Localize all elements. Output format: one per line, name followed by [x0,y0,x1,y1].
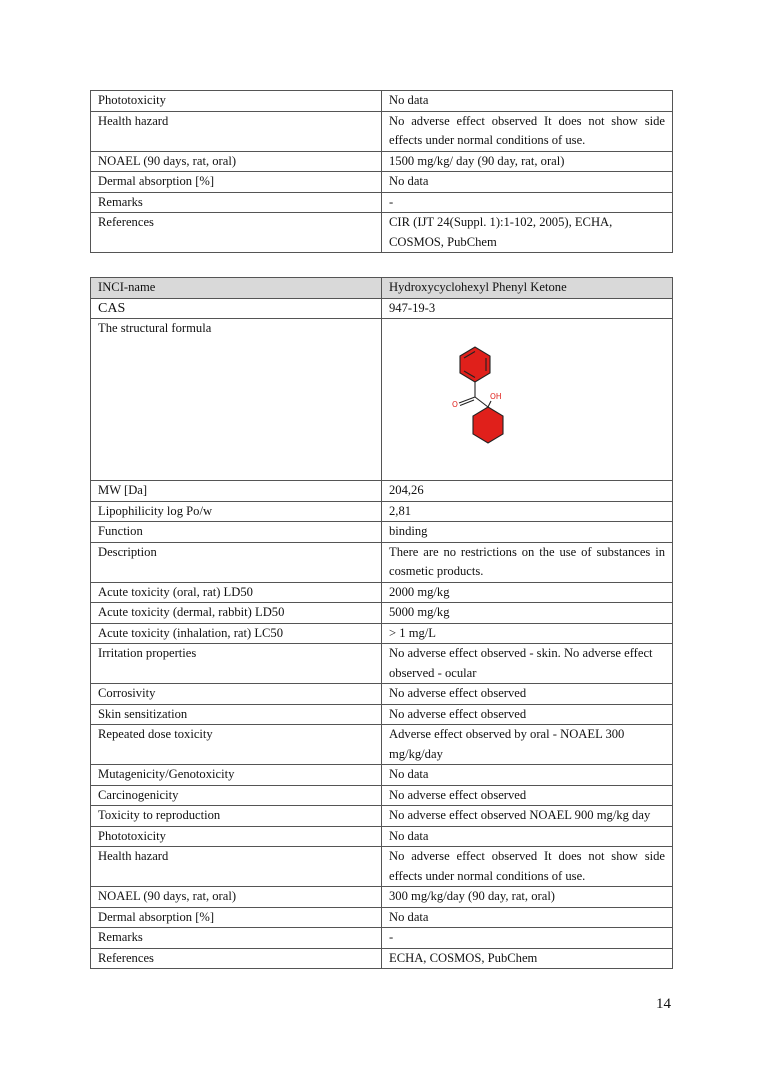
row-value: No data [382,826,673,847]
row-label: NOAEL (90 days, rat, oral) [91,151,382,172]
row-label: Acute toxicity (dermal, rabbit) LD50 [91,603,382,624]
table-row [91,887,673,908]
row-value: No data [382,91,673,112]
table-row [91,172,673,193]
row-value: Adverse effect observed by oral - NOAEL 300 mg/kg/day [382,725,673,765]
row-label: Phototoxicity [91,826,382,847]
row-label: Carcinogenicity [91,785,382,806]
molecule-structure-image [425,341,535,461]
row-label: Remarks [91,192,382,213]
table-row [91,192,673,213]
row-value: No adverse effect observed It does not show side effects under normal conditions of use. [382,847,673,887]
row-label: Repeated dose toxicity [91,725,382,765]
table-row [91,725,673,765]
row-label: Phototoxicity [91,91,382,112]
oxygen-atom-label: O [452,400,458,409]
row-value: - [382,192,673,213]
row-label: Mutagenicity/Genotoxicity [91,765,382,786]
inci-name-label: INCI-name [91,278,382,299]
cas-row [91,298,673,319]
row-value: No adverse effect observed It does not show side effects under normal conditions of use. [382,111,673,151]
row-label: Dermal absorption [%] [91,907,382,928]
row-value: 2000 mg/kg [382,582,673,603]
inci-name-value: Hydroxycyclohexyl Phenyl Ketone [382,278,673,299]
cas-label: CAS [91,298,382,319]
table-row [91,704,673,725]
table-row [91,501,673,522]
row-label: Health hazard [91,111,382,151]
row-value: No adverse effect observed [382,785,673,806]
row-value: > 1 mg/L [382,623,673,644]
row-value: 2,81 [382,501,673,522]
row-value: - [382,928,673,949]
table-row [91,644,673,684]
row-label: Remarks [91,928,382,949]
table-row [91,603,673,624]
table-row [91,91,673,112]
row-value: No data [382,765,673,786]
row-value: No adverse effect observed [382,704,673,725]
cas-value: 947-19-3 [382,298,673,319]
row-value: ECHA, COSMOS, PubChem [382,948,673,969]
table-row [91,948,673,969]
structural-formula-row [91,319,673,481]
table-row [91,151,673,172]
row-label: References [91,213,382,253]
row-value: 300 mg/kg/day (90 day, rat, oral) [382,887,673,908]
table-row [91,826,673,847]
row-label: Dermal absorption [%] [91,172,382,193]
row-value: CIR (IJT 24(Suppl. 1):1-102, 2005), ECHA, COSMOS, PubChem [382,213,673,253]
row-value: No data [382,907,673,928]
row-value: 204,26 [382,481,673,502]
substance-properties-table-1 [90,90,673,253]
table-row [91,111,673,151]
row-label: MW [Da] [91,481,382,502]
row-label: Corrosivity [91,684,382,705]
row-value: 5000 mg/kg [382,603,673,624]
table-row [91,847,673,887]
row-label: Health hazard [91,847,382,887]
row-label: Description [91,542,382,582]
table-row [91,785,673,806]
row-label: References [91,948,382,969]
structural-formula-label: The structural formula [91,319,382,481]
row-label: Acute toxicity (oral, rat) LD50 [91,582,382,603]
table-row [91,765,673,786]
table-row [91,542,673,582]
row-value: 1500 mg/kg/ day (90 day, rat, oral) [382,151,673,172]
structural-formula-cell [382,319,673,481]
page-number: 14 [656,996,671,1012]
substance-properties-table-2 [90,277,673,969]
row-label: Acute toxicity (inhalation, rat) LC50 [91,623,382,644]
inci-header-row [91,278,673,299]
row-label: Skin sensitization [91,704,382,725]
row-value: binding [382,522,673,543]
row-value: No adverse effect observed [382,684,673,705]
row-label: Toxicity to reproduction [91,806,382,827]
row-value: No data [382,172,673,193]
row-label: NOAEL (90 days, rat, oral) [91,887,382,908]
table-row [91,522,673,543]
row-value: No adverse effect observed NOAEL 900 mg/kg day [382,806,673,827]
table-row [91,623,673,644]
row-value: No adverse effect observed - skin. No adverse effect observed - ocular [382,644,673,684]
table-row [91,806,673,827]
table-row [91,684,673,705]
row-label: Lipophilicity log Po/w [91,501,382,522]
row-label: Irritation properties [91,644,382,684]
table-row [91,213,673,253]
table-row [91,582,673,603]
hydroxyl-label: OH [490,392,502,401]
table-row [91,907,673,928]
table-row [91,928,673,949]
row-value: There are no restrictions on the use of substances in cosmetic products. [382,542,673,582]
table-row [91,481,673,502]
row-label: Function [91,522,382,543]
